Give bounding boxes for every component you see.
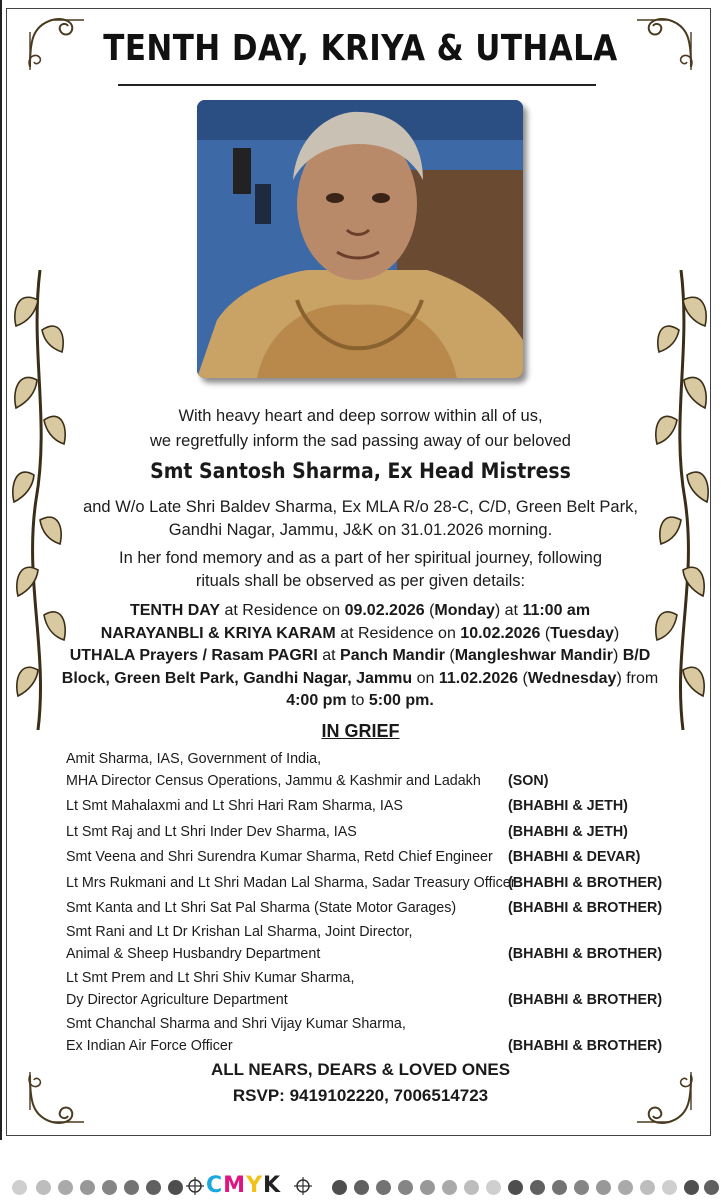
registration-mark-icon: [186, 1177, 204, 1195]
cmyk-m: M: [223, 1173, 247, 1198]
registration-dot: [596, 1180, 611, 1195]
relation-label: (BHABHI & DEVAR): [508, 849, 641, 865]
registration-dot: [332, 1180, 347, 1195]
registration-dot: [80, 1180, 95, 1195]
mourner-row: Smt Kanta and Lt Shri Sat Pal Sharma (State Motor Garages) (BHABHI & BROTHER): [66, 897, 656, 919]
mourner-row: Smt Chanchal Sharma and Shri Vijay Kumar Sharma, Ex Indian Air Force Officer (BHABHI & BROTHER): [66, 1013, 656, 1057]
registration-dot: [12, 1180, 27, 1195]
notice-title: TENTH DAY, KRIYA & UTHALA: [103, 28, 618, 69]
cmyk-c: C: [206, 1173, 224, 1198]
ritual-kriya: NARAYANBLI & KRIYA KARAM at Residence on 10.02.2026 (Tuesday): [100, 624, 620, 642]
intro-line: we regretfully inform the sad passing away of our beloved: [150, 432, 571, 450]
registration-dot: [168, 1180, 183, 1195]
mourner-row: Lt Smt Prem and Lt Shri Shiv Kumar Sharma, Dy Director Agriculture Department (BHABHI & BROTHER): [66, 967, 656, 1011]
registration-dot: [124, 1180, 139, 1195]
rsvp-line: RSVP: 9419102220, 7006514723: [232, 1086, 489, 1105]
rituals-schedule: [60, 600, 660, 713]
registration-dot: [574, 1180, 589, 1195]
registration-dot: [442, 1180, 457, 1195]
deceased-name: Smt Santosh Sharma, Ex Head Mistress: [150, 459, 571, 483]
cmyk-y: Y: [246, 1173, 263, 1198]
relation-label: (BHABHI & BROTHER): [508, 992, 663, 1008]
registration-dot: [102, 1180, 117, 1195]
mourner-row: Amit Sharma, IAS, Government of India, MHA Director Census Operations, Jammu & Kashmir and Ladakh (SON): [66, 748, 656, 792]
closing-line: ALL NEARS, DEARS & LOVED ONES: [210, 1060, 511, 1079]
mourner-row: Lt Smt Mahalaxmi and Lt Shri Hari Ram Sharma, IAS (BHABHI & JETH): [66, 795, 656, 817]
fond-memory-line: In her fond memory and as a part of her spiritual journey, following: [118, 549, 603, 567]
registration-dot: [376, 1180, 391, 1195]
registration-dot: [58, 1180, 73, 1195]
registration-dot: [464, 1180, 479, 1195]
ritual-tenth-day: TENTH DAY at Residence on 09.02.2026 (Monday) at 11:00 am: [129, 602, 591, 619]
registration-dot: [618, 1180, 633, 1195]
registration-dot: [398, 1180, 413, 1195]
portrait-photo: [197, 100, 523, 378]
registration-mark-icon: [294, 1177, 312, 1195]
fond-memory-line: rituals shall be observed as per given details:: [195, 572, 526, 590]
registration-dot: [684, 1180, 699, 1195]
mourner-row: Lt Mrs Rukmani and Lt Shri Madan Lal Sharma, Sadar Treasury Officer (BHABHI & BROTHER): [66, 872, 656, 894]
registration-dot: [486, 1180, 501, 1195]
relation-label: (BHABHI & BROTHER): [508, 946, 663, 962]
relation-label: (BHABHI & JETH): [508, 798, 628, 814]
cmyk-label: [206, 1173, 281, 1198]
registration-dot: [530, 1180, 545, 1195]
registration-dot: [146, 1180, 161, 1195]
registration-dot: [354, 1180, 369, 1195]
registration-dot: [508, 1180, 523, 1195]
relation-label: (BHABHI & BROTHER): [508, 900, 663, 916]
relation-label: (BHABHI & JETH): [508, 824, 628, 840]
registration-dot: [704, 1180, 719, 1195]
ritual-uthala: UTHALA Prayers / Rasam PAGRI at Panch Mandir (Mangleshwar Mandir) B/D Block, Green Belt Park, Gandhi Nagar, Jammu on 11.02.2026 (Wednesday) from 4:00 pm to 5:00 pm.: [61, 647, 659, 709]
title-divider: [118, 84, 596, 86]
in-grief-heading: IN GRIEF: [321, 721, 400, 741]
registration-dot: [640, 1180, 655, 1195]
registration-dot: [36, 1180, 51, 1195]
relation-label: (SON): [508, 773, 549, 789]
mourner-row: Smt Veena and Shri Surendra Kumar Sharma, Retd Chief Engineer (BHABHI & DEVAR): [66, 846, 656, 868]
wife-of-line: and W/o Late Shri Baldev Sharma, Ex MLA R/o 28-C, C/D, Green Belt Park,: [83, 498, 638, 516]
relation-label: (BHABHI & BROTHER): [508, 1038, 663, 1054]
registration-dot: [420, 1180, 435, 1195]
registration-dot: [552, 1180, 567, 1195]
intro-line: With heavy heart and deep sorrow within all of us,: [178, 407, 543, 425]
mourner-row: Lt Smt Raj and Lt Shri Inder Dev Sharma, IAS (BHABHI & JETH): [66, 821, 656, 843]
mourner-row: Smt Rani and Lt Dr Krishan Lal Sharma, Joint Director, Animal & Sheep Husbandry Department (BHABHI & BROTHER): [66, 921, 656, 965]
relation-label: (BHABHI & BROTHER): [508, 875, 663, 891]
cmyk-k: K: [263, 1173, 282, 1198]
registration-dot: [662, 1180, 677, 1195]
wife-of-line: Gandhi Nagar, Jammu, J&K on 31.01.2026 morning.: [168, 521, 553, 539]
